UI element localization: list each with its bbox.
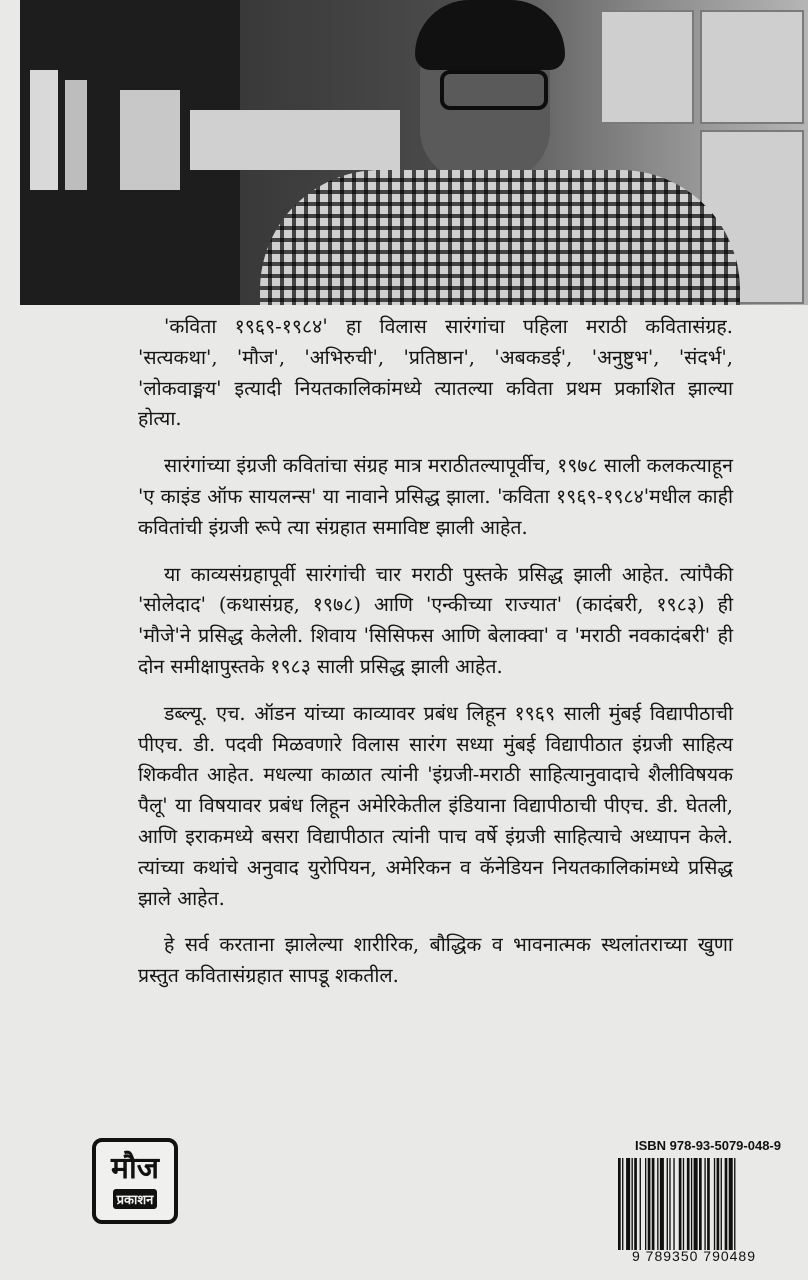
barcode-bar (691, 1158, 692, 1250)
paragraph-2: सारंगांच्या इंग्रजी कवितांचा संग्रह मात्र मराठीतल्यापूर्वीच, १९७८ साली कलकत्याहून 'ए काइंड ऑफ सायलन्स' या नावाने प्रसिद्ध झाला. 'कविता १९६९-१९८४'मधील काही कवितांची इंग्रजी रूपे त्या संग्रहात समाविष्ट झाली आहेत. (138, 454, 733, 539)
barcode-bar (648, 1158, 651, 1250)
checked-shirt (260, 170, 740, 305)
book-spine (65, 80, 87, 190)
barcode-bar (657, 1158, 658, 1250)
barcode-bar (729, 1158, 733, 1250)
glasses (440, 70, 548, 110)
barcode-bar (687, 1158, 690, 1250)
barcode-bar (645, 1158, 646, 1250)
publisher-logo-subtitle: प्रकाशन (113, 1189, 158, 1209)
barcode-bar (673, 1158, 674, 1250)
barcode-bar (634, 1158, 637, 1250)
person-hair (415, 0, 565, 70)
author-photo (20, 0, 808, 305)
barcode-bar (714, 1158, 715, 1250)
paragraph-3: या काव्यसंग्रहापूर्वी सारंगांची चार मराठी पुस्तके प्रसिद्ध झाली आहेत. त्यांपैकी 'सोलेदाद' (कथासंग्रह, १९७८) आणि 'एन्कीच्या राज्यात' (कादंबरी, १९८३) ही 'मौजे'ने प्रसिद्ध केलेली. शिवाय 'सिसिफस आणि बेलाक्वा' व 'मराठी नवकादंबरी' ही दोन समीक्षापुस्तके १९८३ साली प्रसिद्ध झाली आहेत. (138, 562, 733, 678)
book-spine (30, 70, 58, 190)
barcode-bar (669, 1158, 670, 1250)
barcode-bar (699, 1158, 702, 1250)
isbn-label: ISBN 978-93-5079-048-9 (635, 1138, 781, 1153)
barcode-number: 9 789350 790489 (632, 1248, 756, 1264)
blurb-text (138, 312, 733, 1008)
barcode-bar (683, 1158, 684, 1250)
publisher-logo-name: मौज (111, 1151, 159, 1186)
barcode-bar (717, 1158, 720, 1250)
paragraph-5: हे सर्व करताना झालेल्या शारीरिक, बौद्धिक व भावनात्मक स्थलांतराच्या खुणा प्रस्तुत कवितासंग्रहात सापडू शकतील. (138, 933, 733, 988)
cabinet-door (700, 10, 804, 124)
paragraph-4: डब्ल्यू. एच. ऑडन यांच्या काव्यावर प्रबंध लिहून १९६९ साली मुंबई विद्यापीठाची पीएच. डी. पदवी मिळवणारे विलास सारंग सध्या मुंबई विद्यापीठात इंग्रजी साहित्य शिकवीत आहेत. मधल्या काळात त्यांनी 'इंग्रजी-मराठी साहित्यानुवादाचे शैलीविषयक पैलू' या विषयावर प्रबंध लिहून अमेरिकेतील इंडियाना विद्यापीठाची पीएच. डी. घेतली, आणि इराकमध्ये बसरा विद्यापीठात त्यांनी पाच वर्षे इंग्रजी साहित्याचे अध्यापन केले. त्यांच्या कथांचे अनुवाद युरोपियन, अमेरिकन व कॅनेडियन नियतकालिकांमध्ये प्रसिद्ध झाले आहेत. (138, 701, 733, 910)
barcode (616, 1158, 782, 1250)
barcode-bar (707, 1158, 710, 1250)
barcode-bar (704, 1158, 705, 1250)
barcode-bar (640, 1158, 641, 1250)
book-spine (120, 90, 180, 190)
barcode-bar (667, 1158, 668, 1250)
barcode-bar (622, 1158, 623, 1250)
publisher-logo (92, 1138, 178, 1224)
barcode-bar (618, 1158, 621, 1250)
barcode-bar (694, 1158, 698, 1250)
barcode-bar (721, 1158, 722, 1250)
barcode-bar (632, 1158, 633, 1250)
barcode-bar (626, 1158, 630, 1250)
cabinet-door (600, 10, 694, 124)
barcode-bar (679, 1158, 682, 1250)
book-stack (190, 110, 400, 170)
paragraph-1: 'कविता १९६९-१९८४' हा विलास सारंगांचा पहिला मराठी कवितासंग्रह. 'सत्यकथा', 'मौज', 'अभिरुची', 'प्रतिष्ठान', 'अबकडई', 'अनुष्टुभ', 'संदर्भ', 'लोकवाङ्मय' इत्यादी नियतकालिकांमध्ये त्यातल्या कविता प्रथम प्रकाशित झाल्या होत्या. (138, 315, 733, 431)
barcode-bar (734, 1158, 735, 1250)
barcode-bar (652, 1158, 655, 1250)
barcode-bar (660, 1158, 664, 1250)
barcode-bar (725, 1158, 728, 1250)
